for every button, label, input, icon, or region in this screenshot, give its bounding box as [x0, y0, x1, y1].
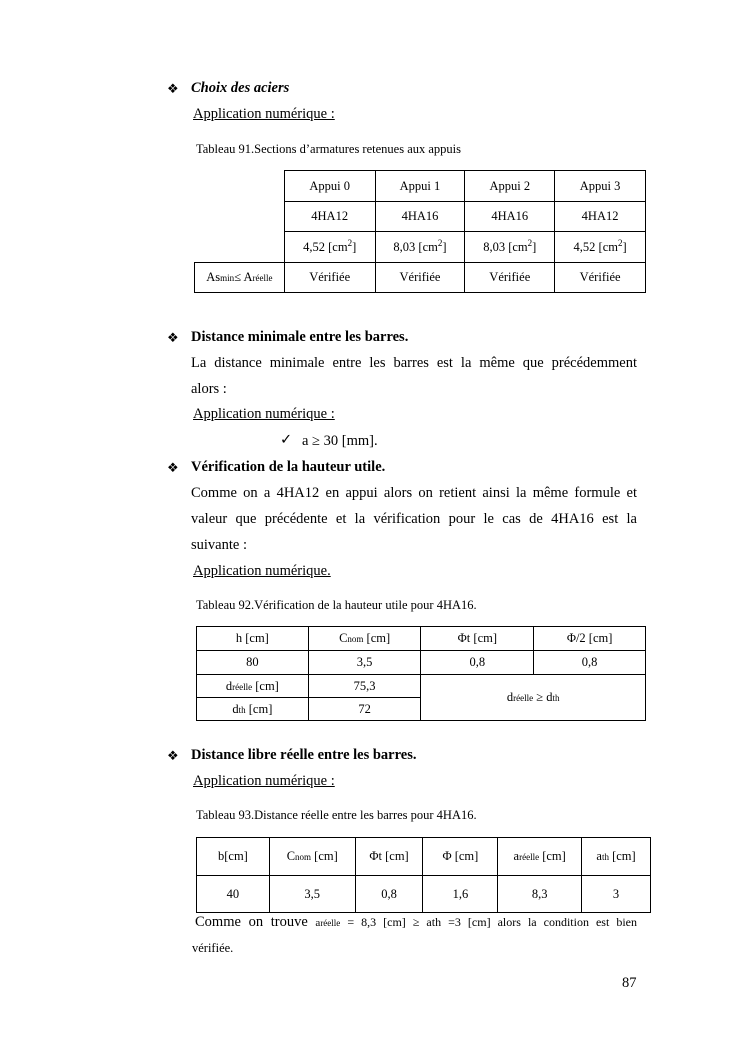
table91-cell: 4HA12 [555, 202, 646, 232]
table92-condition: dréelle ≥ dth [421, 675, 646, 721]
table92-cell: 0,8 [534, 651, 646, 675]
table93-caption: Tableau 93.Distance réelle entre les barres pour 4HA16. [196, 808, 477, 822]
table93 [196, 837, 651, 913]
table92-cell: 75,3 [308, 675, 421, 698]
table92-header: Φ/2 [cm] [534, 627, 646, 651]
table93-header: aréelle [cm] [498, 838, 582, 876]
table92-cell: 72 [308, 698, 421, 721]
table92-cell: dréelle [cm] [197, 675, 309, 698]
bullet-icon: ❖ [167, 748, 179, 763]
bullet-icon: ❖ [167, 330, 179, 345]
paragraph-line: suivante : [191, 537, 247, 553]
paragraph-line: valeur que précédente et la vérification pour le cas de 4HA16 est la [191, 511, 637, 527]
application-numerique-label: Application numérique : [193, 406, 335, 422]
table91-cell: Vérifiée [284, 263, 375, 293]
application-numerique-label: Application numérique : [193, 106, 335, 122]
paragraph-line: alors : [191, 381, 227, 397]
table93-cell: 0,8 [355, 876, 423, 913]
table91-header: Appui 0 [284, 171, 375, 202]
bullet-icon: ❖ [167, 460, 179, 475]
check-item-text: a ≥ 30 [mm]. [302, 433, 378, 449]
paragraph-line: Comme on a 4HA12 en appui alors on retient ainsi la même formule et [191, 485, 637, 501]
table93-header: Cnom [cm] [269, 838, 355, 876]
table93-header: b[cm] [197, 838, 270, 876]
table91-row-label: Asmin≤ Aréelle [195, 263, 285, 293]
bullet-icon: ❖ [167, 81, 179, 96]
table92-cell: dth [cm] [197, 698, 309, 721]
table91-header: Appui 3 [555, 171, 646, 202]
table91-cell: Vérifiée [375, 263, 465, 293]
table91-cell: 8,03 $[cm^2]$ [465, 232, 555, 263]
table92-caption: Tableau 92.Vérification de la hauteur utile pour 4HA16. [196, 598, 477, 612]
table91-cell: 8,03 $[cm^2]$ [375, 232, 465, 263]
section-title-choix-aciers: Choix des aciers [191, 80, 290, 96]
page-number: 87 [622, 975, 637, 991]
table91-cell: 4HA12 [284, 202, 375, 232]
table92-cell: 3,5 [308, 651, 421, 675]
paragraph-line: La distance minimale entre les barres est la même que précédemment [191, 355, 637, 371]
table92-header: h [cm] [197, 627, 309, 651]
table92-header: Φt [cm] [421, 627, 534, 651]
table92-header: Cnom [cm] [308, 627, 421, 651]
table92-cell: 0,8 [421, 651, 534, 675]
section-title-distance-libre: Distance libre réelle entre les barres. [191, 747, 417, 763]
table93-cell: 40 [197, 876, 270, 913]
table91-header: Appui 1 [375, 171, 465, 202]
table91-header: Appui 2 [465, 171, 555, 202]
table93-cell: 8,3 [498, 876, 582, 913]
section-title-verification-hauteur: Vérification de la hauteur utile. [191, 459, 386, 475]
table92-cell: 80 [197, 651, 309, 675]
table91-cell: Vérifiée [465, 263, 555, 293]
table92 [196, 626, 646, 721]
table91 [194, 170, 646, 293]
conclusion-line: Comme on trouve aréelle = 8,3 [cm] ≥ ath =3 [cm] alors la condition est bien [195, 914, 638, 930]
table91-cell: Vérifiée [555, 263, 646, 293]
table91-cell: 4HA16 [375, 202, 465, 232]
table91-cell: 4,52 $[cm^2]$ [284, 232, 375, 263]
table93-cell: 1,6 [423, 876, 498, 913]
application-numerique-label: Application numérique. [193, 563, 331, 579]
table93-header: Φ [cm] [423, 838, 498, 876]
table93-cell: 3 [582, 876, 651, 913]
section-title-distance-minimale: Distance minimale entre les barres. [191, 329, 409, 345]
checkmark-icon: ✓ [280, 432, 293, 448]
table93-header: ath [cm] [582, 838, 651, 876]
table91-caption: Tableau 91.Sections d’armatures retenues aux appuis [196, 142, 462, 156]
table91-cell: 4,52 $[cm^2]$ [555, 232, 646, 263]
conclusion-line: vérifiée. [192, 941, 234, 955]
table93-header: Φt [cm] [355, 838, 423, 876]
table93-cell: 3,5 [269, 876, 355, 913]
application-numerique-label: Application numérique : [193, 773, 335, 789]
table91-cell: 4HA16 [465, 202, 555, 232]
